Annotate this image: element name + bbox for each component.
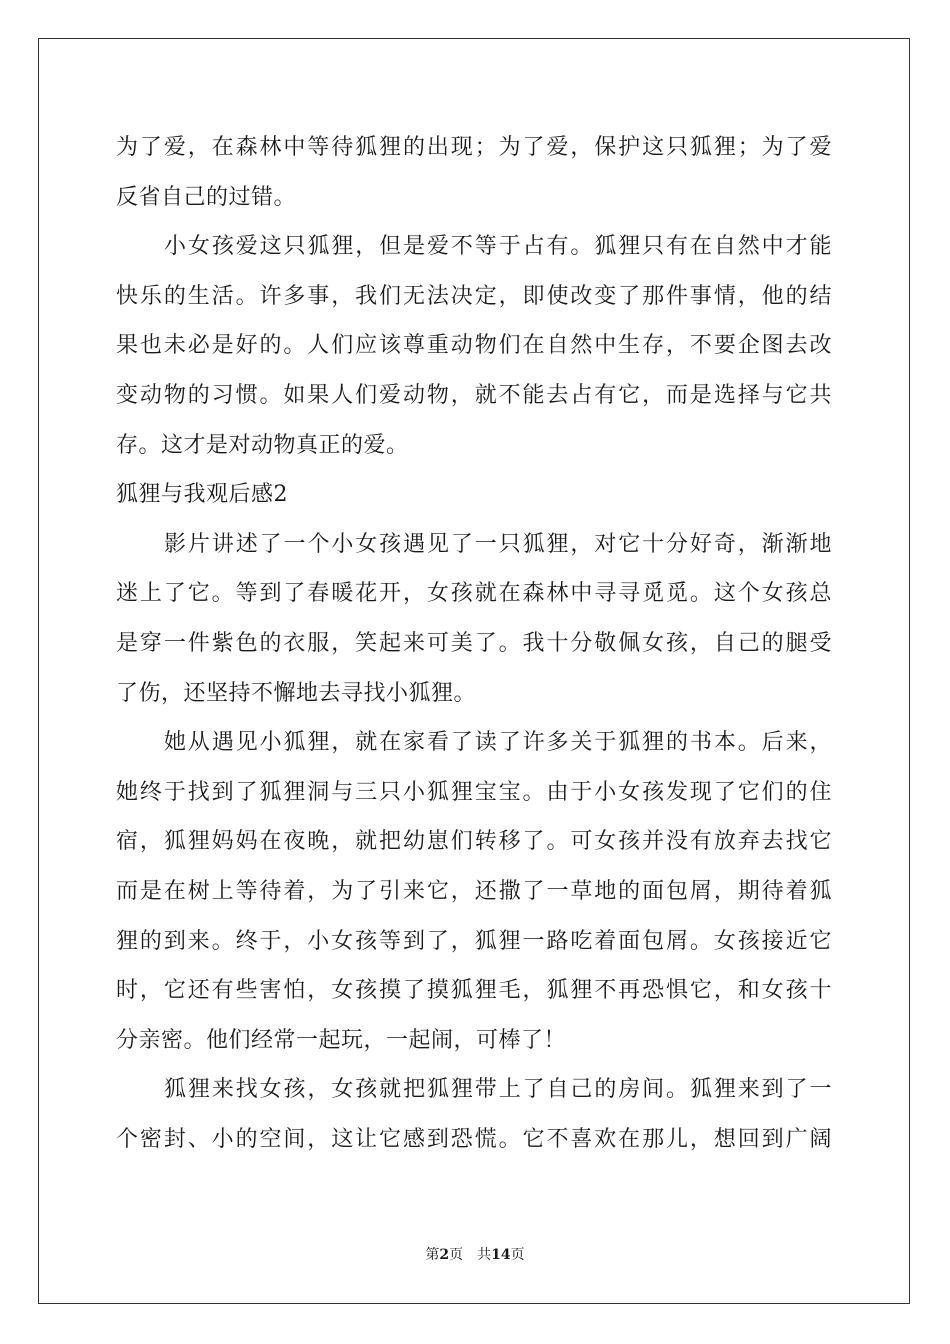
text-line: 狐狸来找女孩，女孩就把狐狸带上了自己的房间。狐狸来到了一 bbox=[164, 1077, 832, 1103]
footer-total-prefix: 共 bbox=[477, 1247, 492, 1263]
text-line: 果也未必是好的。人们应该尊重动物们在自然中生存，不要企图去改 bbox=[116, 333, 832, 359]
text-line: 影片讲述了一个小女孩遇见了一只狐狸，对它十分好奇，渐渐地 bbox=[164, 531, 832, 557]
text-line: 快乐的生活。许多事，我们无法决定，即使改变了那件事情，他的结 bbox=[116, 283, 832, 309]
document-body bbox=[116, 123, 832, 1164]
footer-page-prefix: 第 bbox=[425, 1247, 440, 1263]
text-line: 是穿一件紫色的衣服，笑起来可美了。我十分敬佩女孩，自己的腿受 bbox=[116, 630, 832, 656]
text-line: 而是在树上等待着，为了引来它，还撒了一草地的面包屑，期待着狐 bbox=[116, 878, 832, 904]
text-line: 宿，狐狸妈妈在夜晚，就把幼崽们转移了。可女孩并没有放弃去找它 bbox=[116, 829, 832, 855]
text-line: 狐狸与我观后感2 bbox=[116, 482, 288, 508]
text-line: 狸的到来。终于，小女孩等到了，狐狸一路吃着面包屑。女孩接近它 bbox=[116, 928, 832, 954]
text-line: 个密封、小的空间，这让它感到恐慌。它不喜欢在那儿，想回到广阔 bbox=[116, 1126, 832, 1152]
text-line: 她从遇见小狐狸，就在家看了读了许多关于狐狸的书本。后来， bbox=[164, 730, 832, 756]
text-line: 为了爱，在森林中等待狐狸的出现；为了爱，保护这只狐狸；为了爱 bbox=[116, 135, 832, 160]
footer-page-number: 2 bbox=[439, 1247, 450, 1263]
text-line: 时，它还有些害怕，女孩摸了摸狐狸毛，狐狸不再恐惧它，和女孩十 bbox=[116, 978, 832, 1004]
footer-total-suffix: 页 bbox=[510, 1247, 525, 1263]
text-line: 变动物的习惯。如果人们爱动物，就不能去占有它，而是选择与它共 bbox=[116, 382, 832, 408]
page-footer bbox=[0, 1246, 950, 1264]
text-line: 分亲密。他们经常一起玩，一起闹，可棒了！ bbox=[116, 1027, 567, 1053]
text-line: 小女孩爱这只狐狸，但是爱不等于占有。狐狸只有在自然中才能 bbox=[164, 234, 832, 260]
footer-page-suffix: 页 bbox=[449, 1247, 464, 1263]
text-line: 她终于找到了狐狸洞与三只小狐狸宝宝。由于小女孩发现了它们的住 bbox=[116, 779, 832, 805]
footer-total-number: 14 bbox=[491, 1247, 511, 1263]
text-line: 迷上了它。等到了春暖花开，女孩就在森林中寻寻觅觅。这个女孩总 bbox=[116, 581, 832, 607]
text-line: 了伤，还坚持不懈地去寻找小狐狸。 bbox=[116, 680, 477, 706]
text-line: 反省自己的过错。 bbox=[116, 184, 297, 210]
text-line: 存。这才是对动物真正的爱。 bbox=[116, 432, 409, 458]
